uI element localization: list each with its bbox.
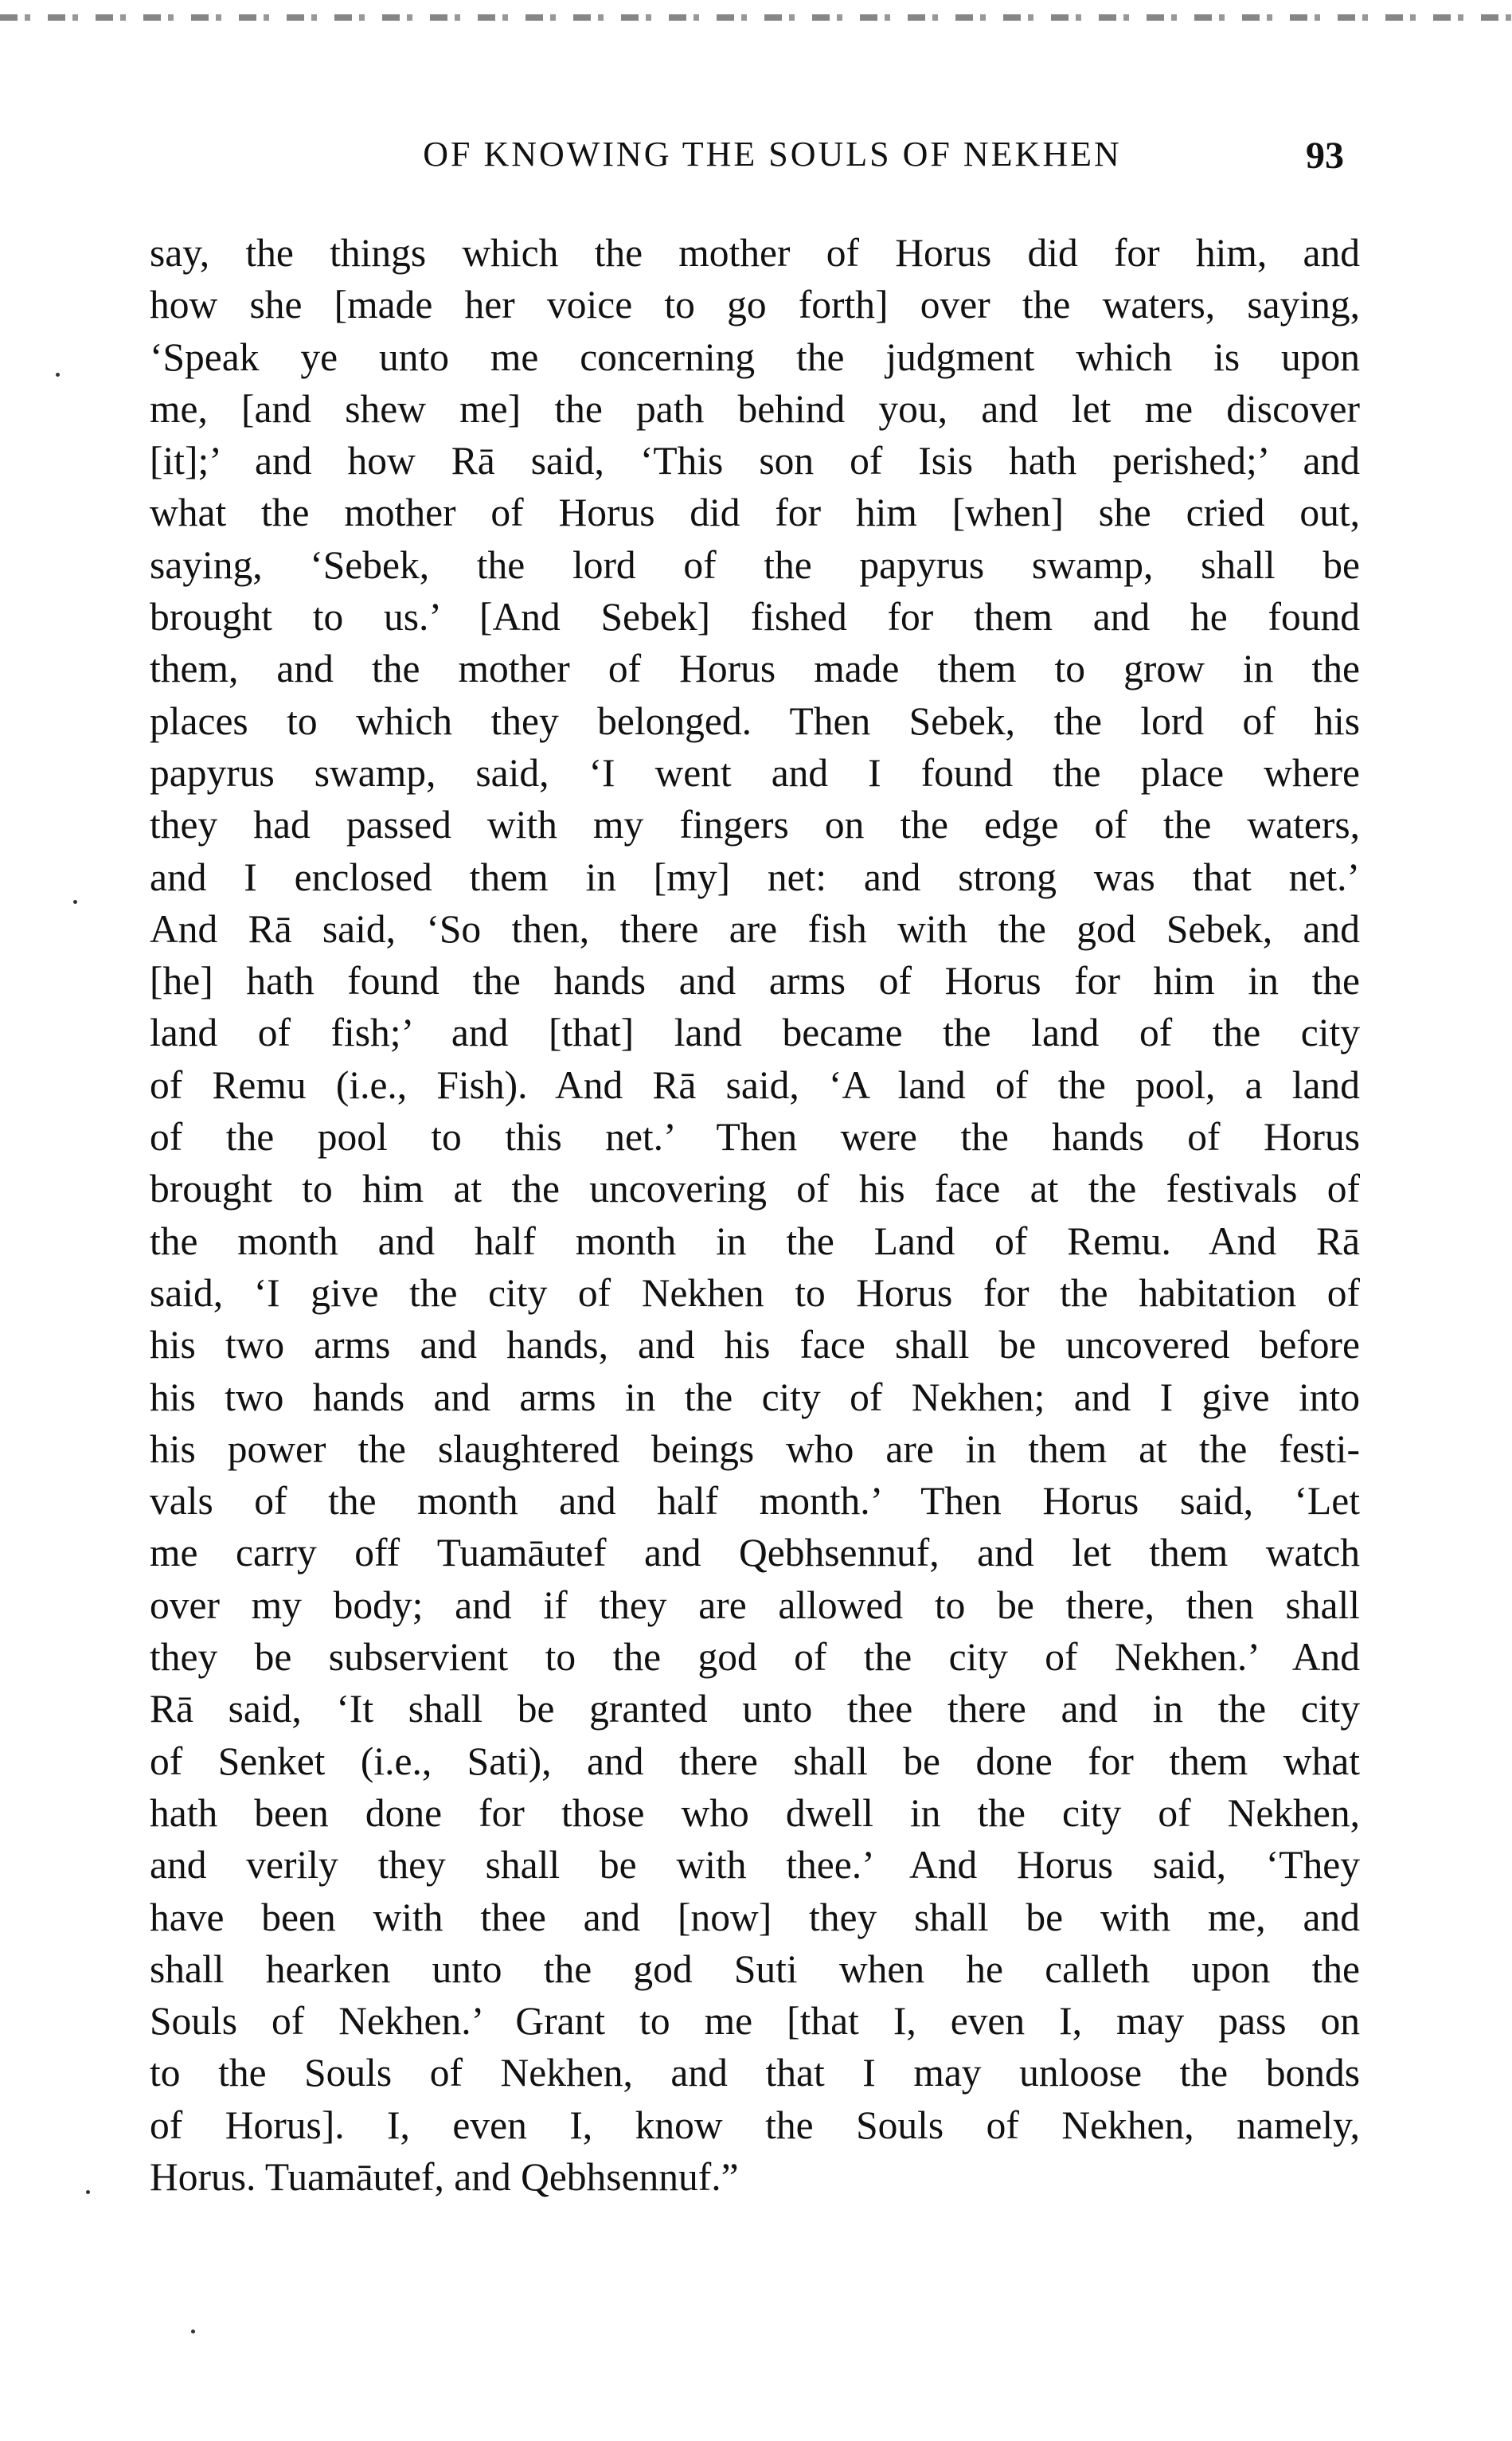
text-line: brought to him at the uncovering of his face at the festivals of [150, 1167, 1360, 1211]
body-text [150, 227, 1360, 2203]
text-line: they be subservient to the god of the city of Nekhen.’ And [150, 1635, 1360, 1680]
text-line: and I enclosed them in [my] net: and strong was that net.’ [150, 855, 1360, 899]
text-line: to the Souls of Nekhen, and that I may unloose the bonds [150, 2051, 1360, 2095]
text-line: of Senket (i.e., Sati), and there shall be done for them what [150, 1739, 1360, 1783]
text-line: them, and the mother of Horus made them to grow in the [150, 647, 1360, 691]
text-line: vals of the month and half month.’ Then Horus said, ‘Let [150, 1479, 1360, 1524]
text-line: of the pool to this net.’ Then were the hands of Horus [150, 1115, 1360, 1160]
text-line: saying, ‘Sebek, the lord of the papyrus swamp, shall be [150, 542, 1360, 587]
text-line: have been with thee and [now] they shall be with me, and [150, 1895, 1360, 1939]
text-line: [he] hath found the hands and arms of Horus for him in the [150, 959, 1360, 1003]
text-line: his two arms and hands, and his face shall be uncovered before [150, 1323, 1360, 1367]
text-line: Souls of Nekhen.’ Grant to me [that I, even I, may pass on [150, 1999, 1360, 2044]
text-line: me carry off Tuamāutef and Qebhsennuf, and let them watch [150, 1531, 1360, 1575]
scan-speck [86, 2190, 90, 2194]
text-line: his two hands and arms in the city of Nekhen; and I give into [150, 1375, 1360, 1419]
scan-speck [191, 2330, 195, 2333]
text-line: say, the things which the mother of Horus did for him, and [150, 231, 1360, 275]
running-head: OF KNOWING THE SOULS OF NEKHEN [423, 135, 1122, 174]
scan-top-rule [0, 14, 1512, 21]
scan-speck [56, 373, 60, 377]
text-line: said, ‘I give the city of Nekhen to Horus for the habitation of [150, 1270, 1360, 1315]
text-line: what the mother of Horus did for him [when] she cried out, [150, 491, 1360, 535]
text-line: his power the slaughtered beings who are in them at the festi- [150, 1426, 1360, 1471]
text-line: papyrus swamp, said, ‘I went and I found the place where [150, 750, 1360, 795]
text-line: over my body; and if they are allowed to be there, then shall [150, 1582, 1360, 1627]
text-line: ‘Speak ye unto me concerning the judgment which is upon [150, 334, 1360, 379]
text-line: And Rā said, ‘So then, there are fish with the god Sebek, and [150, 906, 1360, 951]
text-line: and verily they shall be with thee.’ And Horus said, ‘They [150, 1843, 1360, 1887]
text-line: me, [and shew me] the path behind you, and let me discover [150, 386, 1360, 431]
text-line: how she [made her voice to go forth] over the waters, saying, [150, 283, 1360, 327]
page-number: 93 [1306, 135, 1344, 177]
text-line: land of fish;’ and [that] land became the land of the city [150, 1011, 1360, 1055]
text-line: [it];’ and how Rā said, ‘This son of Isis hath perished;’ and [150, 439, 1360, 483]
text-line: of Horus]. I, even I, know the Souls of Nekhen, namely, [150, 2103, 1360, 2147]
text-line: Horus. Tuamāutef, and Qebhsennuf.” [150, 2154, 739, 2199]
scan-speck [73, 900, 77, 904]
text-line: shall hearken unto the god Suti when he calleth upon the [150, 1946, 1360, 1991]
text-line: they had passed with my fingers on the edge of the waters, [150, 803, 1360, 847]
text-line: brought to us.’ [And Sebek] fished for them and he found [150, 595, 1360, 640]
text-line: of Remu (i.e., Fish). And Rā said, ‘A land of the pool, a land [150, 1062, 1360, 1107]
text-line: hath been done for those who dwell in the city of Nekhen, [150, 1790, 1360, 1835]
text-line: Rā said, ‘It shall be granted unto thee there and in the city [150, 1687, 1360, 1731]
text-line: places to which they belonged. Then Sebek, the lord of his [150, 698, 1360, 743]
text-line: the month and half month in the Land of Remu. And Rā [150, 1219, 1360, 1263]
